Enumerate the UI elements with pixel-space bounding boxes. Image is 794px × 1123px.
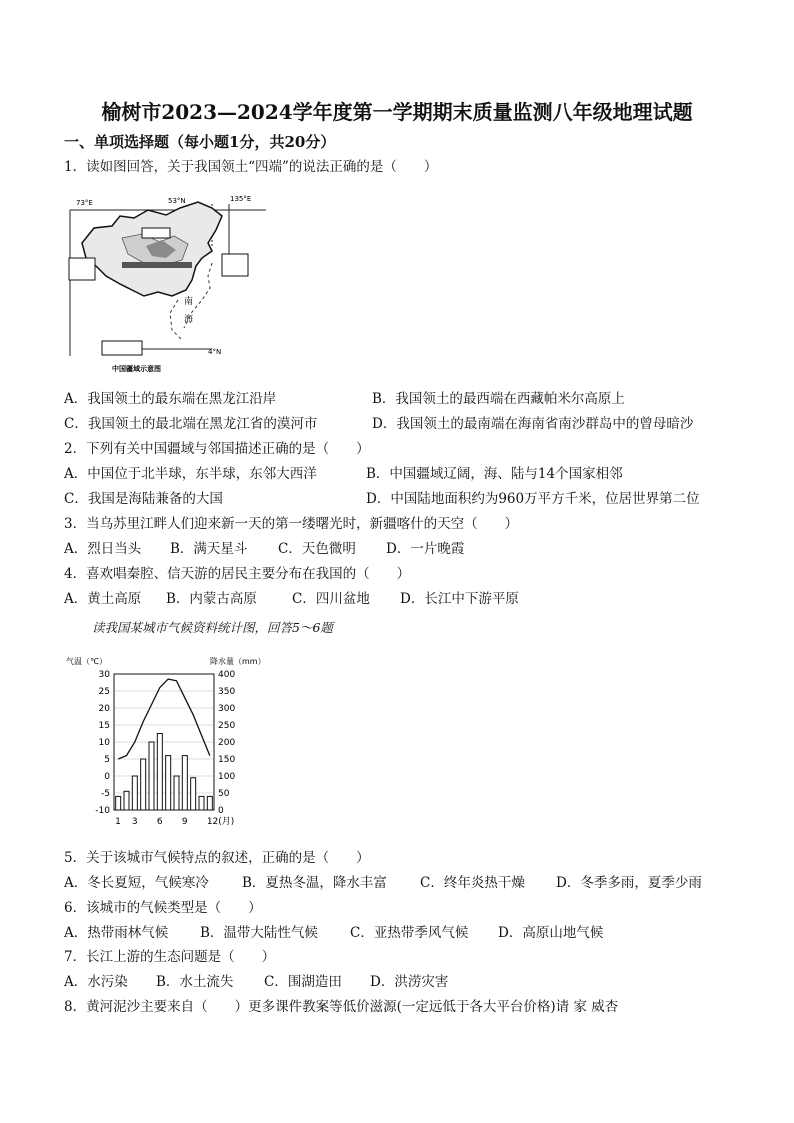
q4-option-d: D．长江中下游平原 (400, 591, 519, 607)
precip-bar (199, 796, 204, 810)
q2-stem: 2．下列有关中国疆域与邻国描述正确的是（ ） (64, 441, 370, 457)
q2-option-a: A．中国位于北半球，东半球，东邻大西洋 (64, 466, 317, 482)
q7-option-c: C．围湖造田 (264, 974, 342, 990)
precip-bar (132, 776, 137, 810)
q1-option-d: D．我国领土的最南端在海南省南沙群岛中的曾母暗沙 (372, 416, 694, 432)
q8-stem: 8．黄河泥沙主要来自（ ）更多课件教案等低价滋源(一定远低于各大平台价格)请 家 威杏 (64, 999, 619, 1015)
map-caption: 中国疆域示意图 (112, 365, 161, 373)
lon-right-label: 135°E (230, 195, 252, 203)
month-tick-label: 6 (156, 817, 163, 827)
temp-tick-label: 30 (98, 670, 110, 680)
temp-tick-label: 10 (98, 738, 110, 748)
precip-tick-label: 150 (218, 755, 236, 765)
answer-box-west (69, 258, 95, 280)
temp-tick-label: -5 (101, 789, 110, 799)
q5-option-c: C．终年炎热干燥 (420, 875, 525, 891)
precip-tick-label: 100 (218, 772, 236, 782)
q6-option-d: D．高原山地气候 (498, 925, 604, 941)
q6-option-c: C．亚热带季风气候 (350, 925, 469, 941)
q5-option-d: D．冬季多雨，夏季少雨 (556, 875, 702, 891)
q6-stem: 6．该城市的气候类型是（ ） (64, 900, 262, 916)
q7-option-a: A．水污染 (64, 974, 128, 990)
china-territory-map (62, 188, 277, 380)
precip-bar (166, 756, 171, 810)
answer-box-east (222, 254, 248, 276)
south-sea-char1: 南 (184, 297, 194, 307)
precip-tick-label: 0 (218, 806, 224, 816)
answer-box-north (142, 228, 170, 238)
temp-tick-label: 0 (104, 772, 110, 782)
precip-bar (191, 778, 196, 810)
precip-bar (141, 759, 146, 810)
precip-bar (116, 796, 121, 810)
lon-left-label: 73°E (76, 199, 93, 207)
temp-tick-label: 15 (98, 721, 110, 731)
q4-option-c: C．四川盆地 (292, 591, 370, 607)
q3-option-d: D．一片晚霞 (386, 541, 465, 557)
q1-option-a: A．我国领土的最东端在黑龙江沿岸 (64, 391, 277, 407)
precip-bar (157, 734, 162, 811)
precip-tick-label: 300 (218, 704, 236, 714)
q3-stem: 3．当乌苏里江畔人们迎来新一天的第一缕曙光时，新疆喀什的天空（ ） (64, 516, 519, 532)
precip-tick-label: 200 (218, 738, 236, 748)
month-tick-label: 1 (115, 817, 121, 827)
lat-bottom-label: 4°N (208, 348, 222, 356)
q2-option-b: B．中国疆域辽阔，海、陆与14个国家相邻 (366, 466, 623, 482)
q3-option-c: C．天色微明 (278, 541, 356, 557)
q5-stem: 5．关于该城市气候特点的叙述，正确的是（ ） (64, 850, 370, 866)
q1-stem: 1．读如图回答，关于我国领土“四端”的说法正确的是（ ） (64, 159, 438, 175)
q5-option-a: A．冬长夏短，气候寒冷 (64, 875, 209, 891)
precip-bar (182, 756, 187, 810)
precip-bar (174, 776, 179, 810)
temp-tick-label: 20 (98, 704, 110, 714)
precip-bar (207, 796, 212, 810)
exam-title: 榆树市2023—2024学年度第一学期期末质量监测八年级地理试题 (101, 100, 693, 124)
q4-option-a: A．黄土高原 (64, 591, 142, 607)
temp-tick-label: 5 (104, 755, 110, 765)
q2-option-c: C．我国是海陆兼备的大国 (64, 491, 223, 507)
month-tick-label: 3 (131, 817, 138, 827)
q6-option-b: B．温带大陆性气候 (200, 925, 318, 941)
q4-stem: 4．喜欢唱秦腔、信天游的居民主要分布在我国的（ ） (64, 566, 411, 582)
lat-top-label: 53°N (168, 197, 186, 205)
q7-option-d: D．洪涝灾害 (370, 974, 449, 990)
q3-option-b: B．满天星斗 (170, 541, 248, 557)
q2-option-d: D．中国陆地面积约为960万平方千米，位居世界第二位 (366, 491, 700, 507)
precip-tick-label: 250 (218, 721, 236, 731)
left-axis-label: 气温（℃） (66, 657, 107, 666)
temp-tick-label: -10 (95, 806, 110, 816)
precip-bar (149, 742, 154, 810)
q7-stem: 7．长江上游的生态问题是（ ） (64, 949, 276, 965)
q3-option-a: A．烈日当头 (64, 541, 142, 557)
climate-chart (62, 652, 282, 832)
q4-option-b: B．内蒙古高原 (166, 591, 257, 607)
q1-option-c: C．我国领土的最北端在黑龙江省的漠河市 (64, 416, 318, 432)
section-heading: 一、单项选择题（每小题1分，共20分） (64, 133, 336, 151)
temp-tick-label: 25 (98, 687, 110, 697)
month-tick-label: 12(月) (206, 817, 235, 827)
precip-bar (124, 791, 129, 810)
month-tick-label: 9 (181, 817, 188, 827)
q1-option-b: B．我国领土的最西端在西藏帕米尔高原上 (372, 391, 625, 407)
right-axis-label: 降水量（mm） (210, 657, 266, 666)
q7-option-b: B．水土流失 (156, 974, 234, 990)
answer-box-south (102, 341, 142, 355)
south-sea-char2: 海 (184, 315, 194, 325)
q5-option-b: B．夏热冬温，降水丰富 (242, 875, 387, 891)
precip-tick-label: 50 (218, 789, 230, 799)
precip-tick-label: 350 (218, 687, 236, 697)
q6-option-a: A．热带雨林气候 (64, 925, 169, 941)
chart-intro: 读我国某城市气候资料统计图，回答5～6题 (92, 620, 333, 635)
precip-tick-label: 400 (218, 670, 236, 680)
